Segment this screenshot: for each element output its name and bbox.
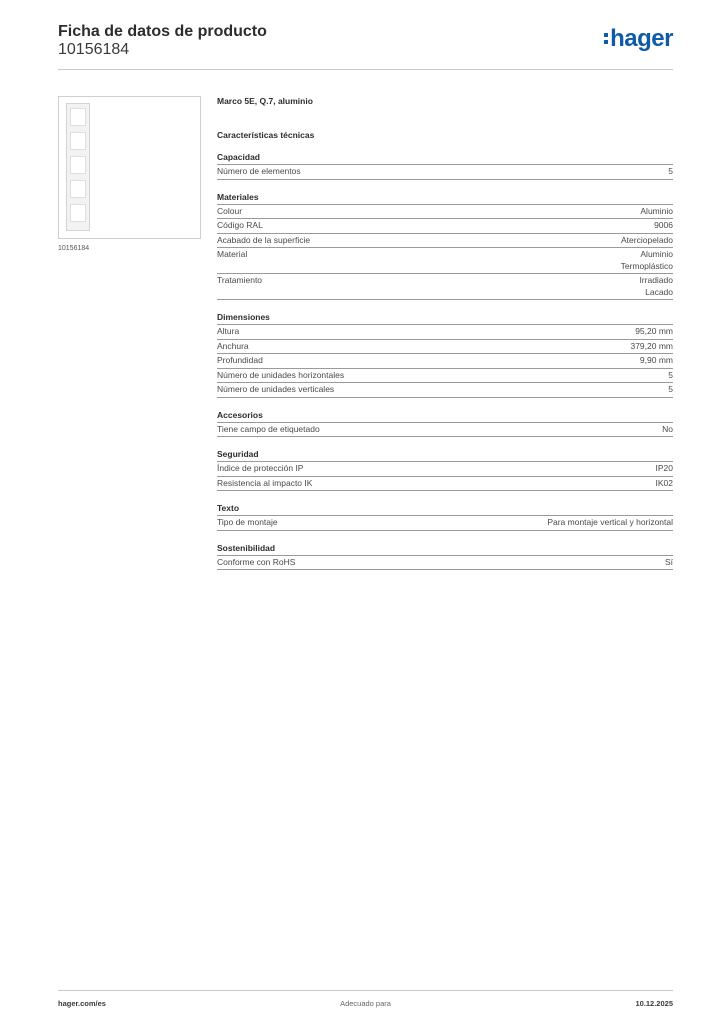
product-name: Marco 5E, Q.7, aluminio xyxy=(217,96,313,106)
spec-value xyxy=(640,355,673,367)
spec-row xyxy=(217,274,673,300)
spec-section xyxy=(217,152,673,180)
spec-value xyxy=(668,166,673,178)
spec-section xyxy=(217,543,673,571)
spec-row xyxy=(217,477,673,492)
spec-value xyxy=(668,384,673,396)
spec-value xyxy=(639,275,673,298)
section-title: Texto xyxy=(217,503,673,516)
spec-value-line: 95,20 mm xyxy=(635,326,673,336)
spec-label: Tipo de montaje xyxy=(217,517,278,527)
spec-row xyxy=(217,165,673,180)
spec-label: Anchura xyxy=(217,340,249,351)
footer-center-text: Adecuado para xyxy=(340,999,391,1008)
spec-row xyxy=(217,234,673,249)
spec-value xyxy=(668,370,673,382)
spec-row xyxy=(217,354,673,369)
spec-value xyxy=(621,249,673,272)
spec-value-line: Aterciopelado xyxy=(621,234,673,245)
spec-section xyxy=(217,449,673,491)
section-title: Accesorios xyxy=(217,410,673,423)
spec-value-line: 5 xyxy=(668,166,673,176)
technical-characteristics-title: Características técnicas xyxy=(217,130,315,140)
spec-label: Conforme con RoHS xyxy=(217,556,296,567)
product-image xyxy=(58,96,201,239)
spec-value-line: Para montaje vertical y horizontal xyxy=(547,517,673,527)
document-header xyxy=(58,22,673,70)
spec-row xyxy=(217,219,673,234)
hager-logo xyxy=(604,27,673,51)
product-code: 10156184 xyxy=(58,41,130,58)
spec-row xyxy=(217,383,673,398)
spec-value-line: 9,90 mm xyxy=(639,355,673,365)
spec-value-line: IP20 xyxy=(655,463,673,473)
spec-value-line: Sí xyxy=(664,556,673,567)
logo-text: hager xyxy=(610,25,673,52)
footer-date: 10.12.2025 xyxy=(635,999,673,1008)
spec-row xyxy=(217,205,673,220)
spec-label: Material xyxy=(217,249,248,259)
frame-5-gang-icon xyxy=(66,103,90,231)
spec-label: Profundidad xyxy=(217,355,263,365)
spec-label: Número de unidades verticales xyxy=(217,384,335,394)
spec-label: Tiene campo de etiquetado xyxy=(217,423,320,434)
spec-value xyxy=(630,341,673,353)
spec-label: Índice de protección IP xyxy=(217,463,304,473)
spec-section xyxy=(217,312,673,398)
spec-value-line: 9006 xyxy=(654,220,673,230)
spec-value xyxy=(547,517,673,529)
spec-row xyxy=(217,516,673,531)
spec-value-line: Aluminio xyxy=(640,205,673,216)
spec-row xyxy=(217,369,673,384)
spec-value-line: IK02 xyxy=(655,477,673,488)
section-title: Capacidad xyxy=(217,152,673,165)
section-title: Sostenibilidad xyxy=(217,543,673,556)
spec-label: Resistencia al impacto IK xyxy=(217,477,313,488)
spec-value-line: 5 xyxy=(668,384,673,394)
spec-section xyxy=(217,410,673,438)
footer-website: hager.com/es xyxy=(58,999,106,1008)
spec-value xyxy=(635,326,673,338)
spec-row xyxy=(217,340,673,355)
spec-value-line: Lacado xyxy=(645,286,673,297)
section-title: Dimensiones xyxy=(217,312,673,325)
spec-value-line: Irradiado xyxy=(639,275,673,285)
spec-row xyxy=(217,462,673,477)
spec-label: Colour xyxy=(217,205,243,216)
spec-row xyxy=(217,248,673,274)
spec-value xyxy=(665,557,673,569)
spec-row xyxy=(217,556,673,571)
spec-sections xyxy=(217,152,673,570)
spec-label: Altura xyxy=(217,326,240,336)
logo-dots-icon xyxy=(604,33,608,44)
spec-value xyxy=(621,235,673,247)
spec-value xyxy=(662,424,673,436)
spec-label: Acabado de la superficie xyxy=(217,234,311,245)
spec-value-line: No xyxy=(662,423,673,434)
spec-value xyxy=(640,206,673,218)
spec-row xyxy=(217,325,673,340)
spec-value-line: 5 xyxy=(668,369,673,380)
spec-label: Número de unidades horizontales xyxy=(217,369,345,380)
spec-value xyxy=(656,478,674,490)
spec-value xyxy=(654,220,673,232)
document-footer xyxy=(58,990,673,1008)
spec-row xyxy=(217,423,673,438)
spec-section xyxy=(217,503,673,531)
document-title: Ficha de datos de producto xyxy=(58,23,267,40)
image-caption: 10156184 xyxy=(58,245,90,252)
spec-label: Código RAL xyxy=(217,220,263,230)
spec-label: Tratamiento xyxy=(217,275,263,285)
spec-section xyxy=(217,192,673,301)
spec-content xyxy=(217,96,673,570)
spec-value-line: Aluminio xyxy=(640,249,673,259)
spec-value-line: Termoplástico xyxy=(620,260,673,271)
spec-value xyxy=(656,463,674,475)
spec-value-line: 379,20 mm xyxy=(630,340,673,351)
section-title: Seguridad xyxy=(217,449,673,462)
section-title: Materiales xyxy=(217,192,673,205)
spec-label: Número de elementos xyxy=(217,166,301,176)
